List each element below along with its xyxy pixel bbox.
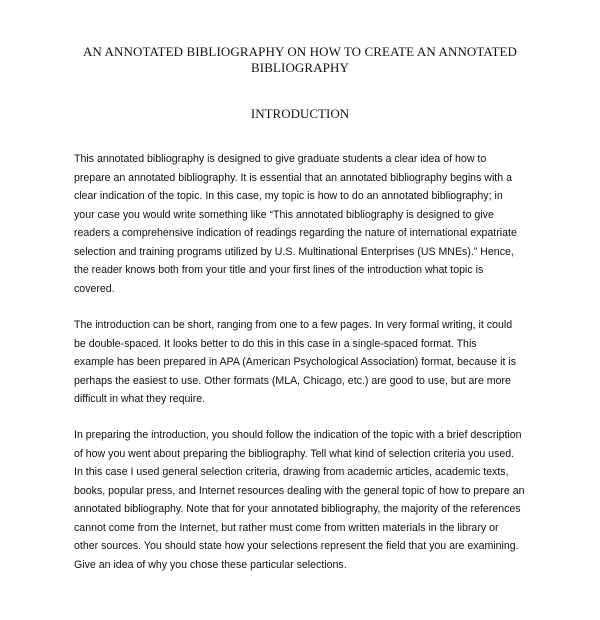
paragraph-line: clear indication of the topic. In this case, my topic is how to do an annotated bibliography; in [74, 190, 503, 202]
paragraph-line: cannot come from the Internet, but rather must come from written materials in the library or [74, 521, 499, 534]
paragraph-line: other sources. You should state how your selections represent the field that you are examining. [74, 540, 519, 552]
paragraph-line: annotated bibliography. Note that for your annotated bibliography, the majority of the references [74, 503, 521, 515]
paragraph-line: difficult in what they require. [74, 393, 206, 405]
paragraph-line: prepare an annotated bibliography. It is essential that an annotated bibliography begins with a [74, 171, 512, 184]
document-title: AN ANNOTATED BIBLIOGRAPHY ON HOW TO CREATE AN ANNOTATED BIBLIOGRAPHY [82, 44, 518, 75]
paragraph-line: of how you went about preparing the bibliography. Tell what kind of selection criteria you used. [74, 447, 515, 460]
paragraph-line: perhaps the easiest to use. Other formats (MLA, Chicago, etc.) are good to use, but are more [74, 374, 511, 387]
paragraph-line: Give an idea of why you chose these particular selections. [74, 558, 347, 571]
paragraph-line: covered. [74, 282, 115, 295]
paragraph-line: selection and training programs utilized by U.S. Multinational Enterprises (US MNEs).” Hence, [74, 245, 514, 258]
paragraph-line: This annotated bibliography is designed to give graduate students a clear idea of how to [74, 153, 487, 165]
paragraph-2 [74, 316, 544, 409]
paragraph-3 [74, 426, 544, 574]
paragraph-line: readers a comprehensive indication of readings regarding the nature of international expatriate [74, 227, 517, 239]
paragraph-line: In this case I used general selection criteria, drawing from academic articles, academic texts, [74, 466, 509, 478]
paragraph-line: books, popular press, and Internet resources dealing with the general topic of how to prepare an [74, 484, 525, 497]
section-heading-introduction: INTRODUCTION [250, 106, 350, 121]
paragraph-line: the reader knows both from your title and your first lines of the introduction what topic is [74, 264, 484, 276]
paragraph-line: In preparing the introduction, you should follow the indication of the topic with a brief description [74, 429, 522, 441]
paragraph-line: be double-spaced. It looks better to do this in this case in a single-spaced format. This [74, 337, 477, 350]
paragraph-line: example has been prepared in APA (American Psychological Association) format, because it is [74, 356, 517, 368]
paragraph-1 [74, 150, 544, 298]
paragraph-line: The introduction can be short, ranging from one to a few pages. In very formal writing, it could [74, 319, 513, 331]
paragraph-line: your case you would write something like “This annotated bibliography is designed to give [74, 208, 494, 221]
